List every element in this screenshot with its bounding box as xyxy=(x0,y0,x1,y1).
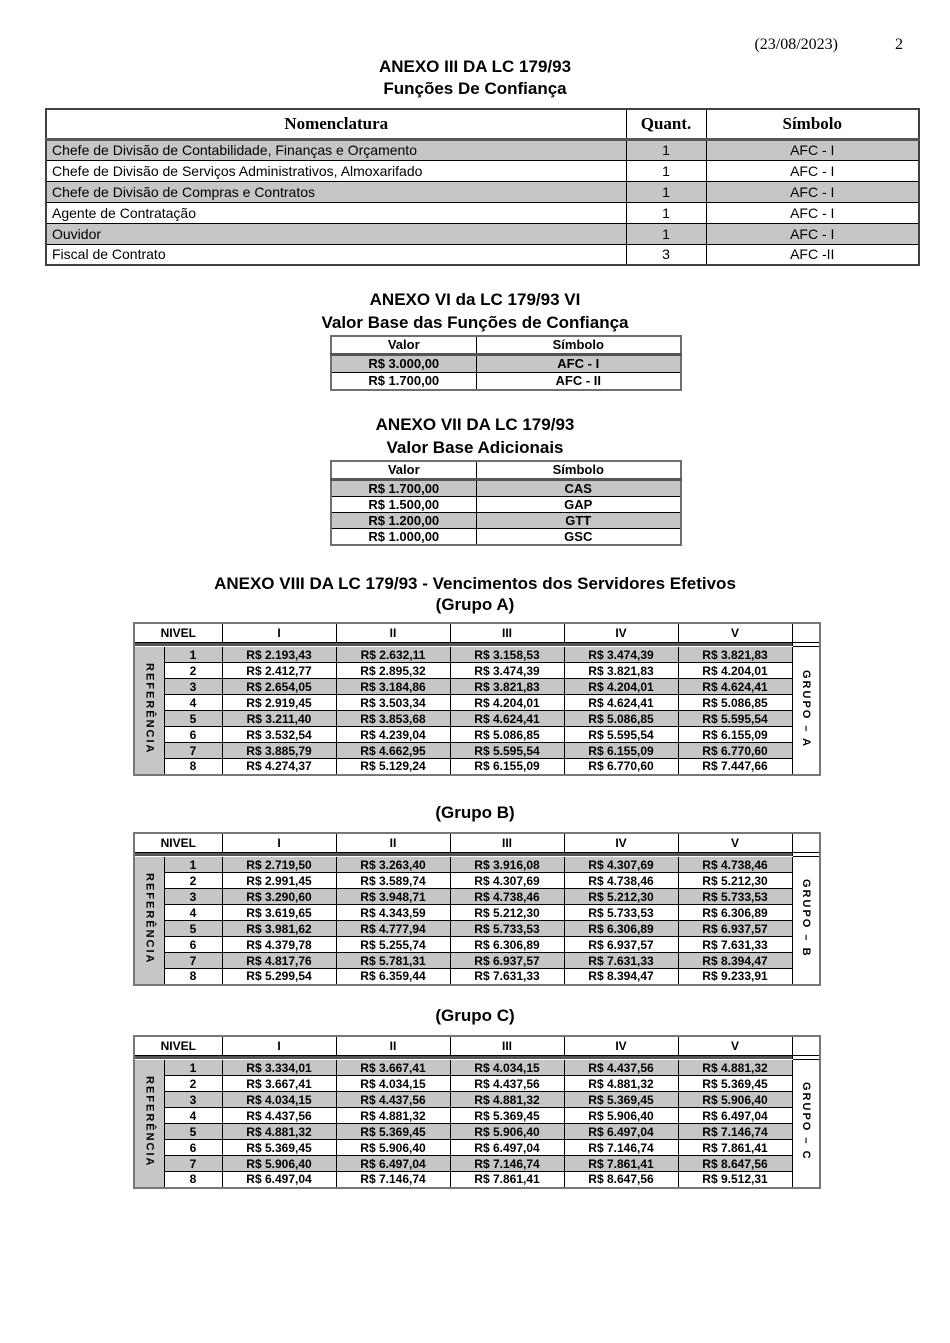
anexo3-title-line2: Funções De Confiança xyxy=(383,79,567,98)
grupo-b-table-wrap xyxy=(0,832,950,986)
value-cell: R$ 3.211,40 xyxy=(222,711,336,727)
value-cell: R$ 4.204,01 xyxy=(678,663,792,679)
nivel-cell: 8 xyxy=(164,969,222,985)
value-cell: R$ 6.937,57 xyxy=(450,953,564,969)
nivel-cell: 3 xyxy=(164,1092,222,1108)
col-header: II xyxy=(336,623,450,643)
value-cell: R$ 4.624,41 xyxy=(450,711,564,727)
anexo3-header-quant: Quant. xyxy=(626,109,706,139)
grupo-data-row xyxy=(134,1108,820,1124)
value-cell: R$ 7.146,74 xyxy=(450,1156,564,1172)
col-header: I xyxy=(222,623,336,643)
value-cell: R$ 3.981,62 xyxy=(222,921,336,937)
value-cell: R$ 4.437,56 xyxy=(450,1076,564,1092)
value-cell: R$ 6.497,04 xyxy=(450,1140,564,1156)
grupo-data-row xyxy=(134,921,820,937)
anexo3-cell-quant: 1 xyxy=(626,202,706,223)
nivel-cell: 5 xyxy=(164,711,222,727)
anexo3-cell-simbolo: AFC - I xyxy=(706,223,919,244)
value-cell: R$ 4.624,41 xyxy=(564,695,678,711)
col-header: I xyxy=(222,833,336,853)
anexo7-row xyxy=(331,496,681,512)
grupo-data-row xyxy=(134,857,820,873)
valor-cell: R$ 1.500,00 xyxy=(331,496,476,512)
grupo-label-cell xyxy=(792,857,820,985)
value-cell: R$ 4.662,95 xyxy=(336,743,450,759)
col-header: V xyxy=(678,1036,792,1056)
value-cell: R$ 5.369,45 xyxy=(222,1140,336,1156)
valor-cell: R$ 3.000,00 xyxy=(331,354,476,372)
simbolo-cell: AFC - II xyxy=(476,372,681,390)
value-cell: R$ 4.624,41 xyxy=(678,679,792,695)
value-cell: R$ 5.129,24 xyxy=(336,759,450,775)
value-cell: R$ 3.667,41 xyxy=(222,1076,336,1092)
grupo-col-header xyxy=(792,833,820,853)
value-cell: R$ 8.394,47 xyxy=(678,953,792,969)
anexo3-title-line1: ANEXO III DA LC 179/93 xyxy=(378,57,572,76)
value-cell: R$ 5.086,85 xyxy=(564,711,678,727)
value-cell: R$ 2.919,45 xyxy=(222,695,336,711)
value-cell: R$ 6.155,09 xyxy=(678,727,792,743)
anexo3-header-simbolo: Símbolo xyxy=(706,109,919,139)
page-header xyxy=(0,0,950,54)
anexo8-title-line1: ANEXO VIII DA LC 179/93 - Vencimentos dos Servidores Efetivos xyxy=(214,573,736,593)
nivel-cell: 4 xyxy=(164,905,222,921)
nivel-cell: 1 xyxy=(164,1060,222,1076)
anexo3-cell-simbolo: AFC - I xyxy=(706,139,919,160)
col-header: II xyxy=(336,1036,450,1056)
value-cell: R$ 3.667,41 xyxy=(336,1060,450,1076)
simbolo-cell: GAP xyxy=(476,496,681,512)
grupo-col-header xyxy=(792,623,820,643)
anexo3-cell-nomenclatura: Chefe de Divisão de Compras e Contratos xyxy=(46,181,626,202)
value-cell: R$ 4.034,15 xyxy=(222,1092,336,1108)
grupo-data-row xyxy=(134,889,820,905)
nivel-cell: 6 xyxy=(164,1140,222,1156)
anexo3-header-nomenclatura: Nomenclatura xyxy=(46,109,626,139)
anexo3-cell-quant: 1 xyxy=(626,223,706,244)
nivel-cell: 4 xyxy=(164,695,222,711)
anexo3-cell-nomenclatura: Chefe de Divisão de Serviços Administrativos, Almoxarifado xyxy=(46,160,626,181)
anexo6-row xyxy=(331,372,681,390)
nivel-cell: 3 xyxy=(164,889,222,905)
grupo-data-row xyxy=(134,905,820,921)
value-cell: R$ 5.369,45 xyxy=(678,1076,792,1092)
nivel-cell: 8 xyxy=(164,1172,222,1188)
anexo8-subtitle-grupo-c: (Grupo C) xyxy=(435,1005,515,1025)
nivel-cell: 2 xyxy=(164,663,222,679)
referencia-label: REFERÊNCIA xyxy=(143,1075,156,1168)
anexo7-table xyxy=(330,460,682,546)
value-cell: R$ 3.158,53 xyxy=(450,647,564,663)
value-cell: R$ 3.503,34 xyxy=(336,695,450,711)
value-cell: R$ 4.034,15 xyxy=(336,1076,450,1092)
grupo-table xyxy=(133,1035,821,1189)
value-cell: R$ 5.906,40 xyxy=(222,1156,336,1172)
anexo3-row xyxy=(46,181,919,202)
value-cell: R$ 2.654,05 xyxy=(222,679,336,695)
nivel-cell: 5 xyxy=(164,921,222,937)
value-cell: R$ 7.631,33 xyxy=(564,953,678,969)
value-cell: R$ 4.204,01 xyxy=(564,679,678,695)
nivel-cell: 7 xyxy=(164,953,222,969)
value-cell: R$ 5.086,85 xyxy=(450,727,564,743)
nivel-cell: 7 xyxy=(164,743,222,759)
value-cell: R$ 3.334,01 xyxy=(222,1060,336,1076)
anexo6-header-row xyxy=(331,336,681,354)
grupo-data-row xyxy=(134,1124,820,1140)
grupo-data-row xyxy=(134,695,820,711)
grupo-table xyxy=(133,622,821,776)
anexo7-title xyxy=(0,413,950,459)
value-cell: R$ 5.781,31 xyxy=(336,953,450,969)
col-header: II xyxy=(336,833,450,853)
col-header: IV xyxy=(564,623,678,643)
grupo-label: GRUPO – A xyxy=(799,669,812,748)
value-cell: R$ 5.733,53 xyxy=(678,889,792,905)
value-cell: R$ 7.861,41 xyxy=(678,1140,792,1156)
anexo3-table xyxy=(45,108,920,266)
grupo-data-row xyxy=(134,1140,820,1156)
value-cell: R$ 5.299,54 xyxy=(222,969,336,985)
value-cell: R$ 4.034,15 xyxy=(450,1060,564,1076)
nivel-cell: 1 xyxy=(164,647,222,663)
value-cell: R$ 5.733,53 xyxy=(450,921,564,937)
value-cell: R$ 3.821,83 xyxy=(678,647,792,663)
value-cell: R$ 3.948,71 xyxy=(336,889,450,905)
nivel-cell: 8 xyxy=(164,759,222,775)
value-cell: R$ 4.437,56 xyxy=(222,1108,336,1124)
anexo6-header-simbolo: Símbolo xyxy=(476,336,681,354)
value-cell: R$ 7.631,33 xyxy=(450,969,564,985)
value-cell: R$ 4.738,46 xyxy=(678,857,792,873)
referencia-label: REFERÊNCIA xyxy=(143,662,156,755)
value-cell: R$ 8.647,56 xyxy=(678,1156,792,1172)
anexo7-header-simbolo: Símbolo xyxy=(476,461,681,479)
value-cell: R$ 5.369,45 xyxy=(564,1092,678,1108)
grupo-data-row xyxy=(134,727,820,743)
value-cell: R$ 7.861,41 xyxy=(450,1172,564,1188)
value-cell: R$ 6.497,04 xyxy=(336,1156,450,1172)
value-cell: R$ 3.474,39 xyxy=(564,647,678,663)
value-cell: R$ 3.263,40 xyxy=(336,857,450,873)
value-cell: R$ 4.738,46 xyxy=(450,889,564,905)
value-cell: R$ 4.274,37 xyxy=(222,759,336,775)
anexo6-title-line2: Valor Base das Funções de Confiança xyxy=(321,313,629,332)
grupo-data-row xyxy=(134,1172,820,1188)
value-cell: R$ 4.307,69 xyxy=(450,873,564,889)
anexo8-subtitle-grupo-a: (Grupo A) xyxy=(435,594,515,614)
value-cell: R$ 3.853,68 xyxy=(336,711,450,727)
value-cell: R$ 2.895,32 xyxy=(336,663,450,679)
simbolo-cell: GTT xyxy=(476,512,681,528)
value-cell: R$ 9.233,91 xyxy=(678,969,792,985)
anexo3-cell-simbolo: AFC -II xyxy=(706,244,919,265)
nivel-header: NIVEL xyxy=(134,833,222,853)
col-header: III xyxy=(450,1036,564,1056)
value-cell: R$ 6.306,89 xyxy=(678,905,792,921)
value-cell: R$ 5.369,45 xyxy=(336,1124,450,1140)
value-cell: R$ 6.937,57 xyxy=(564,937,678,953)
grupo-label-cell xyxy=(792,647,820,775)
value-cell: R$ 6.497,04 xyxy=(222,1172,336,1188)
nivel-cell: 5 xyxy=(164,1124,222,1140)
grupo-a-table-wrap xyxy=(0,622,950,776)
value-cell: R$ 2.412,77 xyxy=(222,663,336,679)
value-cell: R$ 4.738,46 xyxy=(564,873,678,889)
col-header: I xyxy=(222,1036,336,1056)
value-cell: R$ 6.770,60 xyxy=(564,759,678,775)
grupo-header-row xyxy=(134,833,820,853)
anexo3-cell-quant: 1 xyxy=(626,139,706,160)
value-cell: R$ 5.595,54 xyxy=(678,711,792,727)
grupo-header-row xyxy=(134,1036,820,1056)
valor-cell: R$ 1.000,00 xyxy=(331,528,476,545)
anexo3-cell-nomenclatura: Fiscal de Contrato xyxy=(46,244,626,265)
value-cell: R$ 4.881,32 xyxy=(222,1124,336,1140)
grupo-data-row xyxy=(134,743,820,759)
value-cell: R$ 3.916,08 xyxy=(450,857,564,873)
value-cell: R$ 4.307,69 xyxy=(564,857,678,873)
anexo3-cell-quant: 1 xyxy=(626,160,706,181)
anexo8-title xyxy=(0,573,950,615)
col-header: V xyxy=(678,623,792,643)
referencia-label: REFERÊNCIA xyxy=(143,872,156,965)
nivel-cell: 2 xyxy=(164,873,222,889)
value-cell: R$ 4.817,76 xyxy=(222,953,336,969)
grupo-col-header xyxy=(792,1036,820,1056)
anexo3-row xyxy=(46,139,919,160)
anexo3-cell-nomenclatura: Ouvidor xyxy=(46,223,626,244)
anexo6-title xyxy=(0,288,950,334)
grupo-data-row xyxy=(134,953,820,969)
simbolo-cell: GSC xyxy=(476,528,681,545)
col-header: IV xyxy=(564,1036,678,1056)
value-cell: R$ 2.193,43 xyxy=(222,647,336,663)
value-cell: R$ 4.437,56 xyxy=(564,1060,678,1076)
value-cell: R$ 6.306,89 xyxy=(450,937,564,953)
anexo6-header-valor: Valor xyxy=(331,336,476,354)
value-cell: R$ 5.906,40 xyxy=(678,1092,792,1108)
value-cell: R$ 6.306,89 xyxy=(564,921,678,937)
anexo8-subtitle-grupo-b: (Grupo B) xyxy=(435,802,515,822)
value-cell: R$ 4.343,59 xyxy=(336,905,450,921)
anexo7-row xyxy=(331,479,681,496)
value-cell: R$ 3.821,83 xyxy=(564,663,678,679)
document-date: (23/08/2023) xyxy=(754,36,838,53)
value-cell: R$ 7.146,74 xyxy=(564,1140,678,1156)
value-cell: R$ 3.885,79 xyxy=(222,743,336,759)
value-cell: R$ 5.369,45 xyxy=(450,1108,564,1124)
value-cell: R$ 3.184,86 xyxy=(336,679,450,695)
value-cell: R$ 5.212,30 xyxy=(678,873,792,889)
value-cell: R$ 3.589,74 xyxy=(336,873,450,889)
grupo-data-row xyxy=(134,969,820,985)
value-cell: R$ 6.359,44 xyxy=(336,969,450,985)
anexo3-header-row xyxy=(46,109,919,139)
value-cell: R$ 4.881,32 xyxy=(678,1060,792,1076)
value-cell: R$ 5.212,30 xyxy=(450,905,564,921)
value-cell: R$ 5.086,85 xyxy=(678,695,792,711)
value-cell: R$ 6.155,09 xyxy=(564,743,678,759)
anexo3-cell-simbolo: AFC - I xyxy=(706,202,919,223)
value-cell: R$ 7.447,66 xyxy=(678,759,792,775)
value-cell: R$ 6.497,04 xyxy=(564,1124,678,1140)
anexo3-row xyxy=(46,244,919,265)
referencia-cell xyxy=(134,857,164,985)
nivel-cell: 1 xyxy=(164,857,222,873)
anexo7-row xyxy=(331,512,681,528)
nivel-cell: 2 xyxy=(164,1076,222,1092)
value-cell: R$ 4.881,32 xyxy=(336,1108,450,1124)
value-cell: R$ 3.619,65 xyxy=(222,905,336,921)
grupo-data-row xyxy=(134,647,820,663)
anexo7-title-line2: Valor Base Adicionais xyxy=(386,438,564,457)
grupo-data-row xyxy=(134,1092,820,1108)
nivel-header: NIVEL xyxy=(134,623,222,643)
value-cell: R$ 2.719,50 xyxy=(222,857,336,873)
nivel-header: NIVEL xyxy=(134,1036,222,1056)
value-cell: R$ 8.647,56 xyxy=(564,1172,678,1188)
anexo6-table xyxy=(330,335,682,391)
anexo3-cell-quant: 3 xyxy=(626,244,706,265)
value-cell: R$ 5.906,40 xyxy=(336,1140,450,1156)
nivel-cell: 3 xyxy=(164,679,222,695)
value-cell: R$ 5.906,40 xyxy=(450,1124,564,1140)
valor-cell: R$ 1.700,00 xyxy=(331,372,476,390)
value-cell: R$ 5.595,54 xyxy=(450,743,564,759)
value-cell: R$ 3.474,39 xyxy=(450,663,564,679)
anexo3-row xyxy=(46,160,919,181)
anexo3-cell-nomenclatura: Agente de Contratação xyxy=(46,202,626,223)
value-cell: R$ 5.212,30 xyxy=(564,889,678,905)
grupo-label-cell xyxy=(792,1060,820,1188)
value-cell: R$ 6.497,04 xyxy=(678,1108,792,1124)
value-cell: R$ 2.632,11 xyxy=(336,647,450,663)
valor-cell: R$ 1.200,00 xyxy=(331,512,476,528)
value-cell: R$ 4.437,56 xyxy=(336,1092,450,1108)
nivel-cell: 6 xyxy=(164,937,222,953)
value-cell: R$ 9.512,31 xyxy=(678,1172,792,1188)
col-header: IV xyxy=(564,833,678,853)
anexo3-cell-simbolo: AFC - I xyxy=(706,181,919,202)
value-cell: R$ 6.155,09 xyxy=(450,759,564,775)
anexo3-row xyxy=(46,202,919,223)
value-cell: R$ 3.290,60 xyxy=(222,889,336,905)
grupo-c-table-wrap xyxy=(0,1035,950,1189)
referencia-cell xyxy=(134,1060,164,1188)
grupo-label: GRUPO – B xyxy=(799,879,812,958)
value-cell: R$ 7.631,33 xyxy=(678,937,792,953)
value-cell: R$ 5.255,74 xyxy=(336,937,450,953)
grupo-data-row xyxy=(134,663,820,679)
value-cell: R$ 4.204,01 xyxy=(450,695,564,711)
grupo-header-row xyxy=(134,623,820,643)
grupo-data-row xyxy=(134,937,820,953)
value-cell: R$ 5.906,40 xyxy=(564,1108,678,1124)
grupo-data-row xyxy=(134,711,820,727)
anexo6-title-line1: ANEXO VI da LC 179/93 VI xyxy=(369,290,581,309)
simbolo-cell: CAS xyxy=(476,479,681,496)
anexo3-cell-nomenclatura: Chefe de Divisão de Contabilidade, Finanças e Orçamento xyxy=(46,139,626,160)
anexo3-row xyxy=(46,223,919,244)
simbolo-cell: AFC - I xyxy=(476,354,681,372)
anexo3-cell-simbolo: AFC - I xyxy=(706,160,919,181)
anexo3-cell-quant: 1 xyxy=(626,181,706,202)
nivel-cell: 4 xyxy=(164,1108,222,1124)
nivel-cell: 6 xyxy=(164,727,222,743)
anexo7-header-row xyxy=(331,461,681,479)
anexo6-row xyxy=(331,354,681,372)
value-cell: R$ 7.861,41 xyxy=(564,1156,678,1172)
grupo-data-row xyxy=(134,679,820,695)
value-cell: R$ 8.394,47 xyxy=(564,969,678,985)
grupo-data-row xyxy=(134,873,820,889)
value-cell: R$ 3.532,54 xyxy=(222,727,336,743)
value-cell: R$ 4.881,32 xyxy=(564,1076,678,1092)
anexo7-title-line1: ANEXO VII DA LC 179/93 xyxy=(375,415,575,434)
value-cell: R$ 4.777,94 xyxy=(336,921,450,937)
grupo-data-row xyxy=(134,1060,820,1076)
value-cell: R$ 7.146,74 xyxy=(336,1172,450,1188)
grupo-data-row xyxy=(134,1156,820,1172)
value-cell: R$ 6.937,57 xyxy=(678,921,792,937)
anexo3-title xyxy=(0,56,950,100)
grupo-table xyxy=(133,832,821,986)
referencia-cell xyxy=(134,647,164,775)
valor-cell: R$ 1.700,00 xyxy=(331,479,476,496)
grupo-data-row xyxy=(134,759,820,775)
anexo7-header-valor: Valor xyxy=(331,461,476,479)
col-header: III xyxy=(450,833,564,853)
page-number: 2 xyxy=(895,36,903,53)
value-cell: R$ 5.733,53 xyxy=(564,905,678,921)
value-cell: R$ 3.821,83 xyxy=(450,679,564,695)
value-cell: R$ 6.770,60 xyxy=(678,743,792,759)
value-cell: R$ 4.379,78 xyxy=(222,937,336,953)
value-cell: R$ 5.595,54 xyxy=(564,727,678,743)
col-header: III xyxy=(450,623,564,643)
value-cell: R$ 4.239,04 xyxy=(336,727,450,743)
value-cell: R$ 2.991,45 xyxy=(222,873,336,889)
value-cell: R$ 4.881,32 xyxy=(450,1092,564,1108)
grupo-data-row xyxy=(134,1076,820,1092)
grupo-label: GRUPO – C xyxy=(799,1082,812,1161)
anexo7-row xyxy=(331,528,681,545)
nivel-cell: 7 xyxy=(164,1156,222,1172)
value-cell: R$ 7.146,74 xyxy=(678,1124,792,1140)
col-header: V xyxy=(678,833,792,853)
